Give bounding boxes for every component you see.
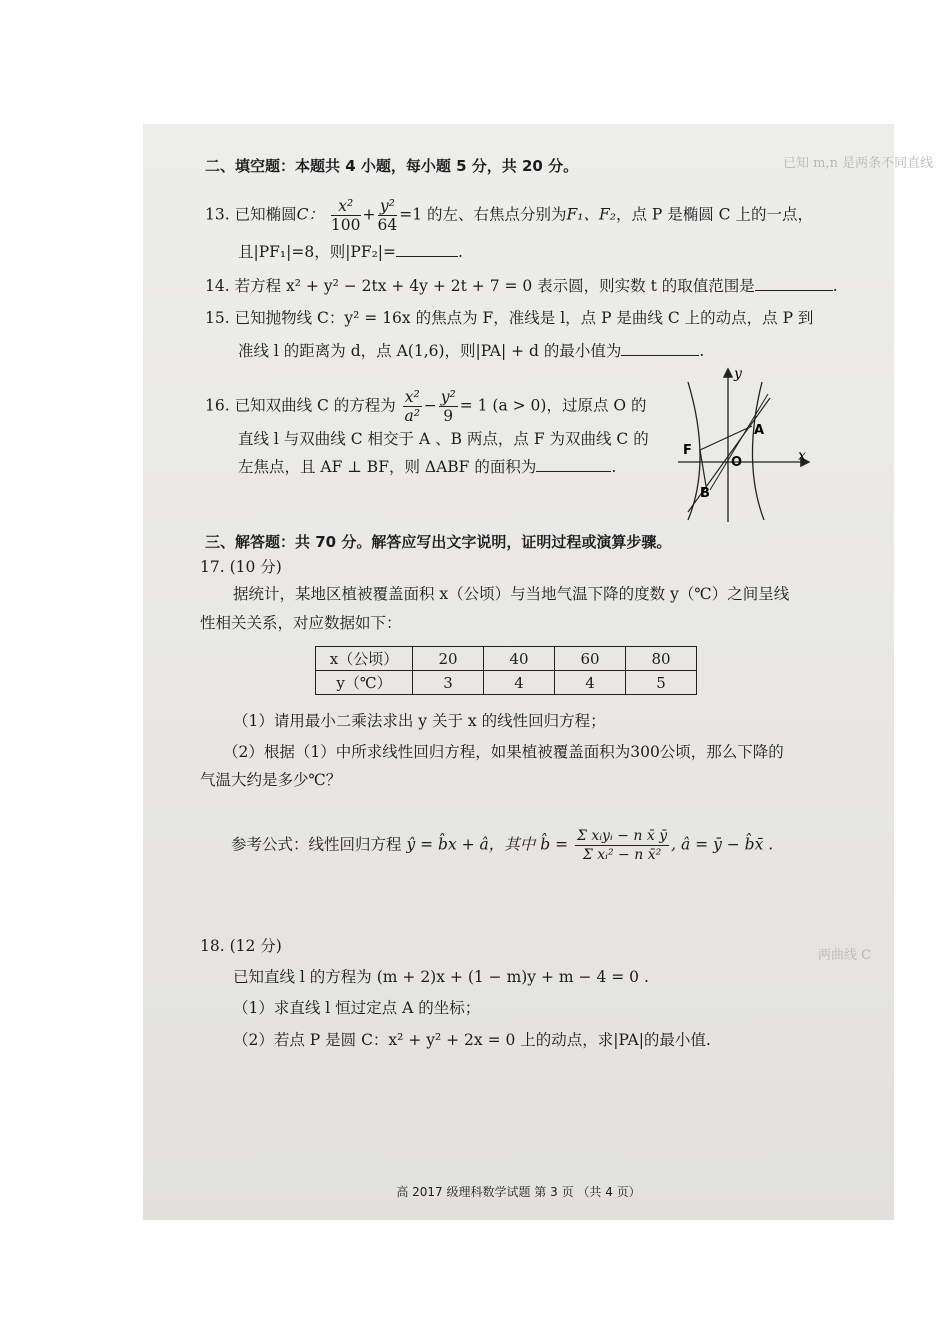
table-row: [316, 671, 697, 695]
bleed-through-text: 两曲线 C: [818, 948, 872, 963]
question-15-line2: 准线 l 的距离为 d，点 A(1,6)，则|PA| + d 的最小值为 .: [238, 342, 705, 360]
section-title-solutions: 三、解答题：共 70 分。解答应写出文字说明，证明过程或演算步骤。: [205, 533, 672, 551]
label-B: B: [700, 486, 710, 501]
question-number: 16.: [205, 396, 230, 415]
table-cell: 5: [626, 671, 697, 695]
answer-blank: [396, 242, 458, 257]
answer-blank: [755, 276, 833, 291]
question-17-line1: 据统计，某地区植被覆盖面积 x（公顷）与当地气温下降的度数 y（℃）之间呈线: [233, 585, 790, 603]
question-18-part2: （2）若点 P 是圆 C：x² + y² + 2x = 0 上的动点，求|PA|的最小值.: [233, 1031, 711, 1049]
question-17-part1: （1）请用最小二乘法求出 y 关于 x 的线性回归方程；: [233, 712, 606, 730]
table-cell: 80: [626, 647, 697, 671]
label-A: A: [754, 423, 765, 438]
fraction: $\frac{\text{y²}}{64}$: [377, 197, 398, 234]
exam-page: [143, 124, 934, 1220]
table-cell: y（℃）: [316, 671, 413, 695]
reference-formula: 参考公式：线性回归方程 ŷ = b̂x + â，其中 b̂ = $\frac{\text{Σ xᵢyᵢ − n x̄ ȳ}}{\text{Σ xᵢ² − n x̄²}}$ , â = ȳ − b̂x̄ .: [231, 828, 774, 863]
question-14: 14. 若方程 x² + y² − 2tx + 4y + 2t + 7 = 0 表示圆，则实数 t 的取值范围是 .: [205, 277, 838, 295]
question-17-head: 17. (10 分): [200, 558, 282, 576]
question-17-part2a: （2）根据（1）中所求线性回归方程，如果植被覆盖面积为300公顷，那么下降的: [223, 743, 784, 761]
fraction: $\frac{\text{x²}}{100}$: [330, 197, 361, 234]
question-16-line3: 左焦点，且 AF ⊥ BF，则 ΔABF 的面积为 .: [238, 458, 617, 476]
label-F: F: [683, 443, 692, 458]
data-table: [315, 646, 697, 695]
bleed-through-text: 已知 m,n 是两条不同直线: [783, 156, 934, 171]
hyperbola-figure: [670, 364, 810, 524]
question-15-line1: 15. 已知抛物线 C：y² = 16x 的焦点为 F，准线是 l，点 P 是曲线 C 上的动点，点 P 到: [205, 309, 814, 327]
segment-BF: [700, 450, 706, 486]
question-number: 13.: [205, 205, 230, 224]
fraction: $\frac{\text{y²}}{9}$: [440, 388, 456, 425]
segment-AF: [700, 426, 752, 450]
question-18-part1: （1）求直线 l 恒过定点 A 的坐标；: [233, 999, 481, 1017]
question-number: 14.: [205, 277, 230, 295]
answer-blank: [536, 457, 611, 472]
question-13-line1: 13. 已知椭圆C： $\frac{\text{x²}}{100}$ + $\frac{\text{y²}}{64}$ =1 的左、右焦点分别为F₁、F₂，点 P 是椭圆 C 上的一点，: [205, 197, 813, 234]
fraction: $\frac{\text{x²}}{\text{a²}}$: [404, 388, 420, 425]
label-y: y: [734, 366, 742, 382]
table-row: [316, 647, 697, 671]
table-cell: 60: [555, 647, 626, 671]
table-cell: 4: [484, 671, 555, 695]
table-cell: x（公顷）: [316, 647, 413, 671]
question-number: 15.: [205, 309, 230, 327]
table-cell: 4: [555, 671, 626, 695]
question-13-line2: 且|PF₁|=8，则|PF₂|= .: [238, 243, 463, 261]
label-x: x: [798, 448, 806, 464]
table-cell: 40: [484, 647, 555, 671]
question-17-part2b: 气温大约是多少℃？: [200, 771, 342, 789]
question-16-line1: 16. 已知双曲线 C 的方程为 $\frac{\text{x²}}{\text{a²}}$ − $\frac{\text{y²}}{9}$ = 1 (a > 0)，过原点 O 的: [205, 388, 647, 425]
question-17-line2: 性相关关系，对应数据如下：: [200, 614, 402, 632]
table-cell: 20: [413, 647, 484, 671]
label-O: O: [731, 455, 743, 470]
table-cell: 3: [413, 671, 484, 695]
question-18-line1: 已知直线 l 的方程为 (m + 2)x + (1 − m)y + m − 4 = 0 .: [233, 968, 649, 986]
question-16-line2: 直线 l 与双曲线 C 相交于 A 、B 两点，点 F 为双曲线 C 的: [238, 430, 649, 448]
question-18-head: 18. (12 分): [200, 937, 282, 955]
fraction: $\frac{\text{Σ xᵢyᵢ − n x̄ ȳ}}{\text{Σ xᵢ² − n x̄²}}$: [577, 828, 668, 863]
answer-blank: [621, 341, 699, 356]
page-footer: 高 2017 级理科数学试题 第 3 页 （共 4 页）: [396, 1185, 641, 1199]
section-title-fill-in: 二、填空题：本题共 4 小题，每小题 5 分，共 20 分。: [205, 157, 579, 175]
